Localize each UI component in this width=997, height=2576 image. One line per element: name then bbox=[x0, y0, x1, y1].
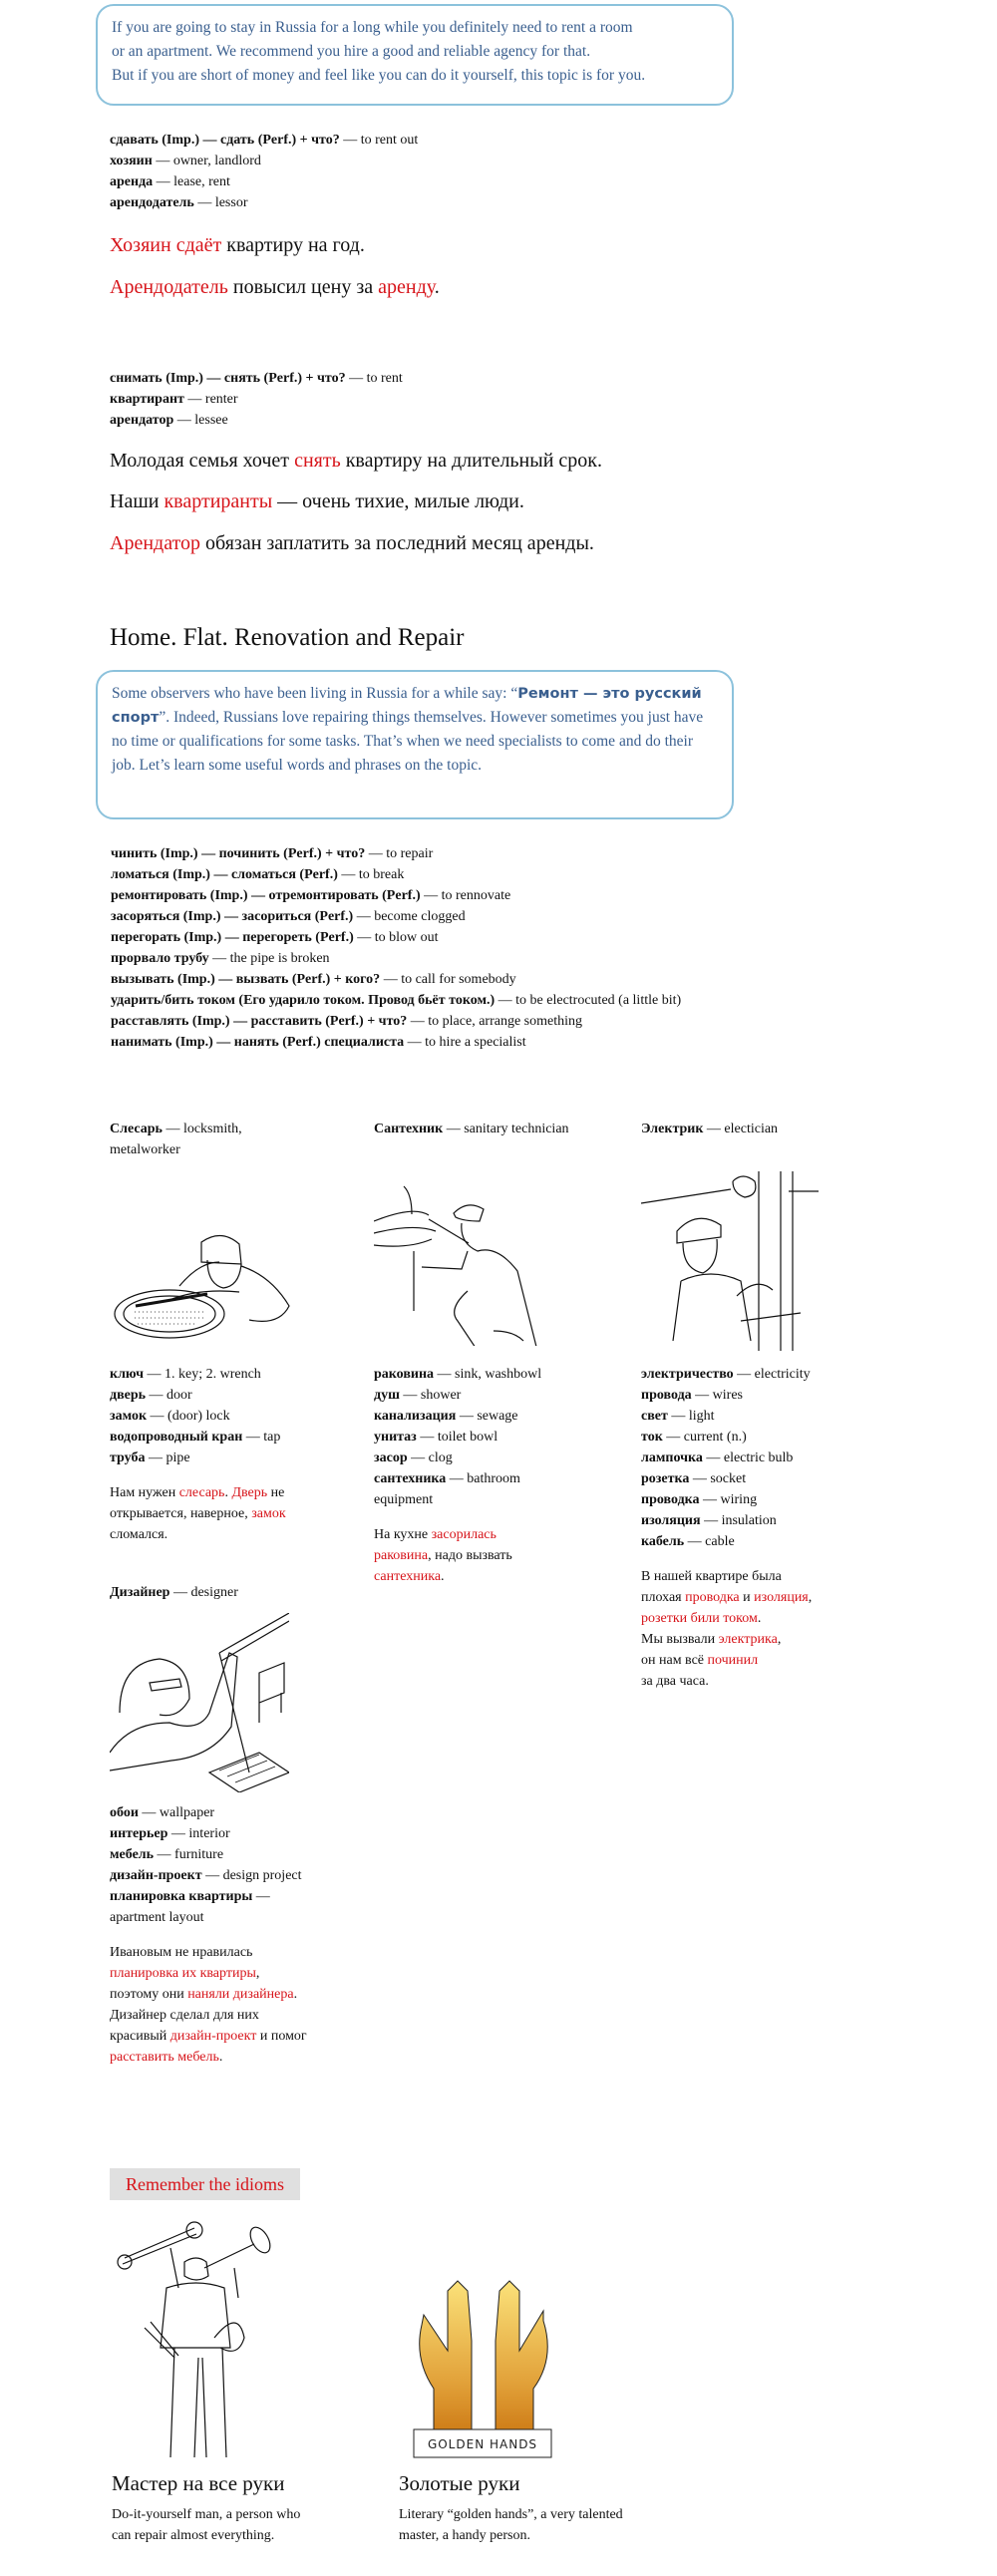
vocab-item: нанимать (Imp.) — нанять (Perf.) специалиста — to hire a specialist bbox=[111, 1035, 526, 1050]
vocab-item: мебель — furniture bbox=[110, 1847, 224, 1862]
vocab-item: ремонтировать (Imp.) — отремонтировать (Perf.) — to rennovate bbox=[111, 888, 511, 903]
vocab-item: аренда — lease, rent bbox=[110, 174, 230, 189]
vocab-item: проводка — wiring bbox=[641, 1492, 758, 1507]
vocab-item: сдавать (Imp.) — сдать (Perf.) + что? — to rent out bbox=[110, 133, 419, 148]
rent-intro-box bbox=[96, 4, 734, 106]
specialist-plumber-words bbox=[374, 1364, 573, 1587]
vocab-item: снимать (Imp.) — снять (Perf.) + что? — to rent bbox=[110, 371, 403, 386]
specialist-designer-words bbox=[110, 1802, 309, 2068]
vocab-item: перегорать (Imp.) — перегореть (Perf.) — to blow out bbox=[111, 930, 439, 945]
idiom-title: Мастер на все руки bbox=[112, 2471, 285, 2495]
vocab-item: арендатор — lessee bbox=[110, 413, 228, 428]
vocab-item: унитаз — toilet bowl bbox=[374, 1430, 498, 1445]
specialist-title: Слесарь — locksmith, metalworker bbox=[110, 1122, 242, 1157]
plumber-illustration bbox=[374, 1171, 548, 1346]
vocab-item: хозяин — owner, landlord bbox=[110, 154, 261, 168]
idiom-description: Do-it-yourself man, a person who can repair almost everything. bbox=[112, 2507, 301, 2543]
example-sentence: Хозяин сдаёт квартиру на год. bbox=[110, 234, 365, 256]
vocab-item: раковина — sink, washbowl bbox=[374, 1367, 542, 1382]
vocab-item: вызывать (Imp.) — вызвать (Perf.) + кого? — to call for somebody bbox=[111, 972, 516, 987]
vocab-item: душ — shower bbox=[374, 1388, 462, 1403]
specialist-electrician-words bbox=[641, 1364, 860, 1692]
vocab-item: свет — light bbox=[641, 1409, 715, 1424]
specialist-example: Нам нужен слесарь. Дверь не открывается, наверное, замок сломался. bbox=[110, 1485, 286, 1542]
specialist-example: Ивановым не нравилась планировка их квартиры, поэтому они наняли дизайнера. Дизайнер сделал для них красивый дизайн-проект и помог расставить мебель. bbox=[110, 1945, 307, 2065]
vocab-item: ломаться (Imp.) — сломаться (Perf.) — to break bbox=[111, 867, 405, 882]
specialist-example: В нашей квартире была плохая проводка и изоляция, розетки били током. Мы вызвали электрика, он нам всё починил за два часа. bbox=[641, 1569, 813, 1689]
vocab-item: дизайн-проект — design project bbox=[110, 1868, 302, 1883]
multi-armed-handyman-illustration bbox=[115, 2218, 274, 2467]
vocab-item: кабель — cable bbox=[641, 1534, 735, 1549]
idiom-description: Literary “golden hands”, a very talented master, a handy person. bbox=[399, 2507, 623, 2543]
vocab-item: обои — wallpaper bbox=[110, 1805, 215, 1820]
rent-intro-line: If you are going to stay in Russia for a long while you definitely need to rent a room bbox=[112, 19, 633, 36]
vocab-item: чинить (Imp.) — починить (Perf.) + что? — to repair bbox=[111, 846, 434, 861]
quote-text: Ремонт — это русский спорт bbox=[112, 686, 702, 726]
golden-hands-illustration bbox=[404, 2255, 563, 2464]
vocab-item: канализация — sewage bbox=[374, 1409, 518, 1424]
specialist-locksmith-words bbox=[110, 1364, 289, 1545]
vocab-item: лампочка — electric bulb bbox=[641, 1450, 794, 1465]
vocab-item: арендодатель — lessor bbox=[110, 195, 248, 210]
example-sentence: Молодая семья хочет снять квартиру на длительный срок. bbox=[110, 450, 602, 472]
vocab-item: ударить/бить током (Его ударило током. Провод бьёт током.) — to be electrocuted (a little bit) bbox=[111, 993, 682, 1008]
section-heading: Home. Flat. Renovation and Repair bbox=[110, 624, 465, 651]
vocab-item: замок — (door) lock bbox=[110, 1409, 230, 1424]
vocab-item: ключ — 1. key; 2. wrench bbox=[110, 1367, 261, 1382]
rent-intro-line: But if you are short of money and feel like you can do it yourself, this topic is for you. bbox=[112, 67, 646, 84]
locksmith-illustration bbox=[110, 1206, 299, 1346]
vocab-item: труба — pipe bbox=[110, 1450, 190, 1465]
vocab-item: электричество — electricity bbox=[641, 1367, 811, 1382]
vocab-item: дверь — door bbox=[110, 1388, 192, 1403]
specialist-locksmith bbox=[110, 1119, 284, 1160]
rent-out-vocab-list bbox=[110, 130, 418, 213]
vocab-item: ток — current (n.) bbox=[641, 1430, 747, 1445]
example-sentence: Арендатор обязан заплатить за последний месяц аренды. bbox=[110, 532, 594, 554]
vocab-item: изоляция — insulation bbox=[641, 1513, 777, 1528]
specialist-title: Дизайнер — designer bbox=[110, 1585, 238, 1600]
specialist-electrician bbox=[641, 1119, 890, 1139]
example-sentence: Наши квартиранты — очень тихие, милые люди. bbox=[110, 490, 524, 512]
vocab-item: засор — clog bbox=[374, 1450, 453, 1465]
rent-intro-line: or an apartment. We recommend you hire a good and reliable agency for that. bbox=[112, 43, 591, 60]
vocab-item: розетка — socket bbox=[641, 1471, 747, 1486]
specialist-example: На кухне засорилась раковина, надо вызвать сантехника. bbox=[374, 1527, 512, 1584]
vocab-item: водопроводный кран — tap bbox=[110, 1430, 281, 1445]
vocab-item: интерьер — interior bbox=[110, 1826, 230, 1841]
vocab-item: расставлять (Imp.) — расставить (Perf.) + что? — to place, arrange something bbox=[111, 1014, 582, 1029]
specialist-title: Электрик — electician bbox=[641, 1122, 779, 1136]
vocab-item: планировка квартиры — apartment layout bbox=[110, 1889, 270, 1925]
vocab-item: прорвало трубу — the pipe is broken bbox=[111, 951, 330, 966]
vocab-item: квартирант — renter bbox=[110, 392, 238, 407]
specialist-plumber bbox=[374, 1119, 623, 1139]
vocab-item: засоряться (Imp.) — засориться (Perf.) — become clogged bbox=[111, 909, 466, 924]
repair-intro-box: Some observers who have been living in Russia for a while say: “Ремонт — это русский спорт”. Indeed, Russians love repairing things themselves. However sometimes you just have no time or qualifications for some tasks. That’s when we need specialists to come and do their job. Let’s learn some useful words and phrases on the topic. bbox=[96, 670, 734, 819]
idiom-title: Золотые руки bbox=[399, 2471, 520, 2495]
designer-illustration bbox=[110, 1613, 289, 1792]
rent-vocab-list bbox=[110, 368, 403, 431]
example-sentence: Арендодатель повысил цену за аренду. bbox=[110, 276, 440, 298]
vocab-item: сантехника — bathroom equipment bbox=[374, 1471, 520, 1507]
vocab-item: провода — wires bbox=[641, 1388, 743, 1403]
repair-vocab-list bbox=[111, 843, 681, 1053]
specialist-title: Сантехник — sanitary technician bbox=[374, 1122, 569, 1136]
idioms-badge: Remember the idioms bbox=[110, 2168, 300, 2200]
electrician-illustration bbox=[641, 1171, 821, 1351]
golden-hands-sign: GOLDEN HANDS bbox=[427, 2437, 538, 2451]
specialist-designer bbox=[110, 1582, 359, 1603]
